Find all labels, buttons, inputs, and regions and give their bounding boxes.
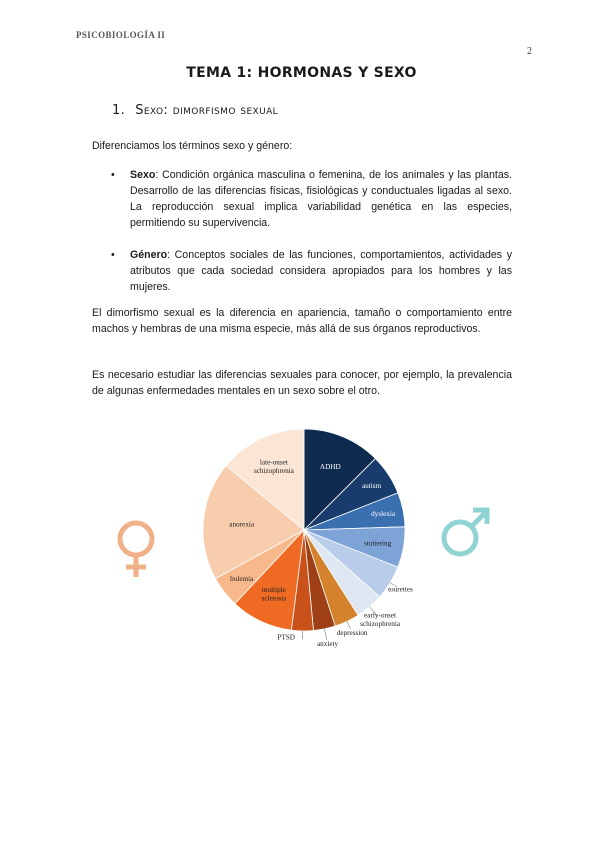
pie-label-adhd: ADHD [319,463,341,472]
paragraph-study: Es necesario estudiar las diferencias sexuales para conocer, por ejemplo, la prevalencia de algunas enfermedades mentales en un sexo sobre el otro. [92,369,512,397]
bullet-icon: • [111,169,115,181]
pie-label-ptsd: PTSD [277,633,296,642]
male-symbol-icon [436,502,494,562]
document-title: TEMA 1: HORMONAS Y SEXO [186,65,417,81]
intro-paragraph: Diferenciamos los términos sexo y género: [92,140,293,152]
pie-label-multiple-sclerosis: multiple sclerosis [261,586,287,603]
pie-label-early-onset-schizophrenia: early-onset schizophrenia [360,611,401,628]
section-heading [112,103,278,118]
pie-chart [195,420,415,660]
term-label: Sexo [130,169,156,181]
pie-label-bulemia: bulemia [230,574,254,583]
paragraph-dimorphism: El dimorfismo sexual es la diferencia en apariencia, tamaño o comportamiento entre machos y hembras de una misma especie, más allá de sus órganos reproductivos. [92,307,512,335]
pie-label-late-onset-schizophrenia: late-onset schizophrenia [253,458,294,475]
term-definition: : Conceptos sociales de las funciones, comportamientos, actividades y atributos que cada sociedad considera apropiados para los hombres y las mujeres. [130,249,512,293]
bullet-icon: • [111,249,115,261]
pie-label-anorexia: anorexia [229,520,255,529]
term-label: Género [130,249,168,261]
pie-label-tourettes: tourettes [388,585,413,594]
pie-label-anxiety: anxiety [316,640,339,649]
term-definition: : Condición orgánica masculina o femenina, de los animales y las plantas. Desarrollo de las diferencias físicas, fisiológicas y conductuales ligadas al sexo. La reproducción sexual implica variabilidad genética en las especies, permitiendo su supervivencia. [130,169,512,229]
female-symbol-icon [112,517,160,579]
definitions-list [111,167,512,295]
running-header: PSICOBIOLOGÍA II [76,30,166,40]
pie-label-dyslexia: dyslexia [371,510,396,519]
section-number: 1. [112,103,126,118]
pie-label-stuttering: stuttering [364,539,392,548]
list-item [111,247,512,295]
pie-label-depression: depression [336,628,368,637]
page-number: 2 [527,46,532,57]
pie-leader-line [347,621,350,628]
pie-label-autism: autism [361,482,382,491]
section-title: Sexo: dimorfismo sexual [135,103,279,118]
list-item [111,167,512,231]
pie-leader-line [324,629,326,640]
